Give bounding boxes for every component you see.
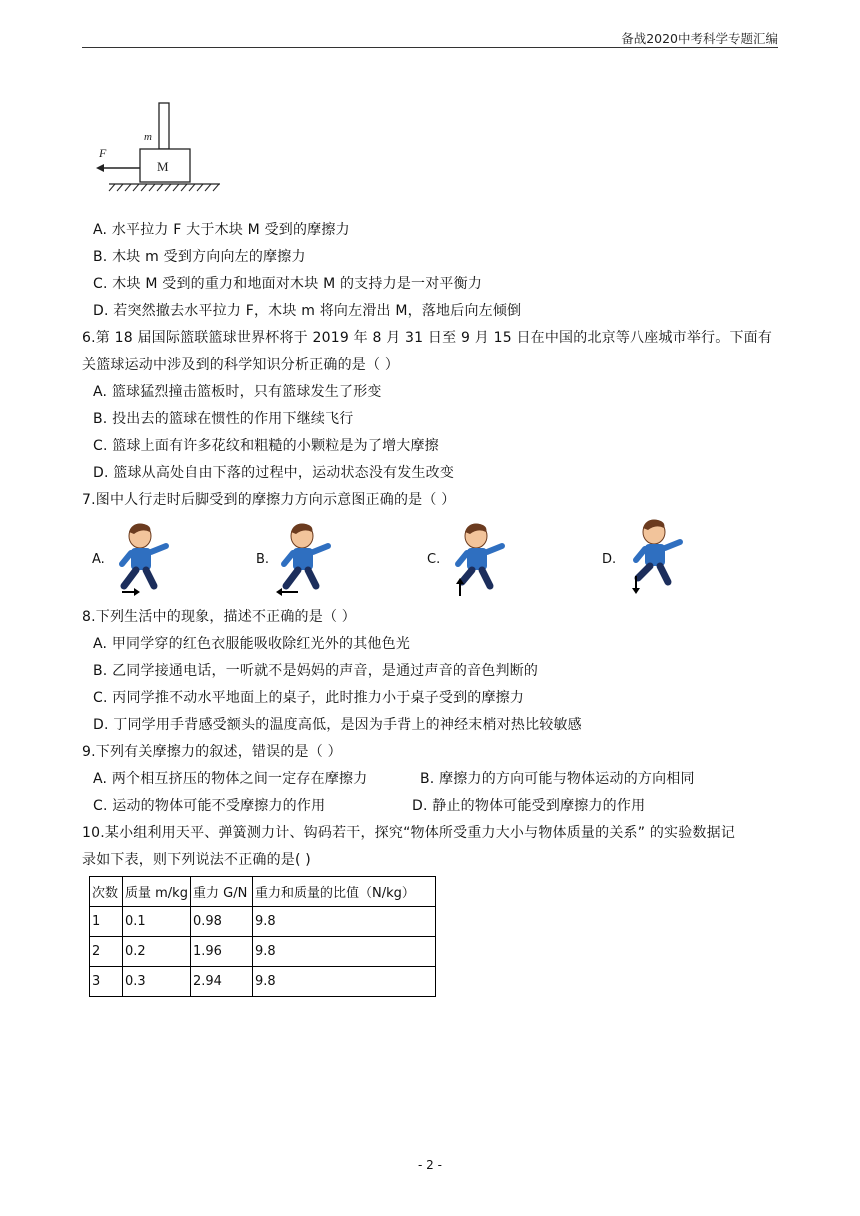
ground-hatch [109,184,219,191]
table-header-cell: 质量 m/kg [123,877,191,907]
walker-figure-b [272,520,342,598]
q9-option-c: C. 运动的物体可能不受摩擦力的作用 [93,798,326,814]
table-cell: 1 [90,907,123,937]
q9-stem: 9.下列有关摩擦力的叙述，错误的是（ ） [82,744,342,760]
table-header-cell: 次数 [90,877,123,907]
q9-option-d: D. 静止的物体可能受到摩擦力的作用 [412,798,646,814]
q6-option-b: B. 投出去的篮球在惯性的作用下继续飞行 [93,411,354,427]
q6-stem-line1: 6.第 18 届国际篮联篮球世界杯将于 2019 年 8 月 31 日至 9 月 15 日在中国的北京等八座城市举行。下面有 [82,330,773,346]
table-row [90,967,436,997]
q7-label-b: B. [256,552,270,567]
q10-data-table [89,876,436,997]
q8-option-c: C. 丙同学推不动水平地面上的桌子，此时推力小于桌子受到的摩擦力 [93,690,525,706]
block-m-small [159,103,169,149]
label-m: m [144,131,152,143]
block-figure [95,100,230,200]
q8-option-b: B. 乙同学接通电话，一听就不是妈妈的声音，是通过声音的音色判断的 [93,663,539,679]
walker-figure-d [624,516,694,594]
label-F: F [99,146,107,160]
q9-option-a: A. 两个相互挤压的物体之间一定存在摩擦力 [93,771,368,787]
table-cell: 0.98 [191,907,253,937]
header-rule [82,47,778,48]
q8-option-a: A. 甲同学穿的红色衣服能吸收除红光外的其他色光 [93,636,411,652]
table-cell: 0.1 [123,907,191,937]
q8-option-d: D. 丁同学用手背感受额头的温度高低，是因为手背上的神经末梢对热比较敏感 [93,717,582,733]
table-header-row [90,877,436,907]
table-cell: 0.3 [123,967,191,997]
table-header-cell: 重力和质量的比值（N/kg） [253,877,436,907]
table-row [90,937,436,967]
table-cell: 9.8 [253,967,436,997]
q10-stem-line1: 10.某小组利用天平、弹簧测力计、钩码若干，探究“物体所受重力大小与物体质量的关系” 的实验数据记 [82,825,736,841]
q8-stem: 8.下列生活中的现象，描述不正确的是（ ） [82,609,357,625]
q7-label-c: C. [427,552,441,567]
q5-option-c: C. 木块 M 受到的重力和地面对木块 M 的支持力是一对平衡力 [93,276,483,292]
q7-label-d: D. [602,552,617,567]
force-arrow-head [96,164,104,172]
table-cell: 9.8 [253,937,436,967]
walker-figure-a [110,520,180,598]
q6-stem-line2: 关篮球运动中涉及到的科学知识分析正确的是（ ） [82,357,400,373]
table-header-cell: 重力 G/N [191,877,253,907]
label-M: M [157,159,169,174]
table-cell: 3 [90,967,123,997]
table-cell: 0.2 [123,937,191,967]
page-header: 备战2020中考科学专题汇编 [621,31,778,46]
q7-label-a: A. [92,552,105,567]
table-cell: 2.94 [191,967,253,997]
table-cell: 2 [90,937,123,967]
q5-option-b: B. 木块 m 受到方向向左的摩擦力 [93,249,306,265]
page-number: - 2 - [418,1158,442,1172]
q7-stem: 7.图中人行走时后脚受到的摩擦力方向示意图正确的是（ ） [82,492,456,508]
q6-option-d: D. 篮球从高处自由下落的过程中，运动状态没有发生改变 [93,465,455,481]
q5-option-d: D. 若突然撤去水平拉力 F，木块 m 将向左滑出 M，落地后向左倾倒 [93,303,522,319]
q6-option-a: A. 篮球猛烈撞击篮板时，只有篮球发生了形变 [93,384,382,400]
table-row [90,907,436,937]
table-cell: 1.96 [191,937,253,967]
q10-stem-line2: 录如下表，则下列说法不正确的是( ) [82,852,311,868]
q6-option-c: C. 篮球上面有许多花纹和粗糙的小颗粒是为了增大摩擦 [93,438,439,454]
q9-option-b: B. 摩擦力的方向可能与物体运动的方向相同 [420,771,695,787]
table-cell: 9.8 [253,907,436,937]
q5-option-a: A. 水平拉力 F 大于木块 M 受到的摩擦力 [93,222,350,238]
walker-figure-c [446,520,516,598]
